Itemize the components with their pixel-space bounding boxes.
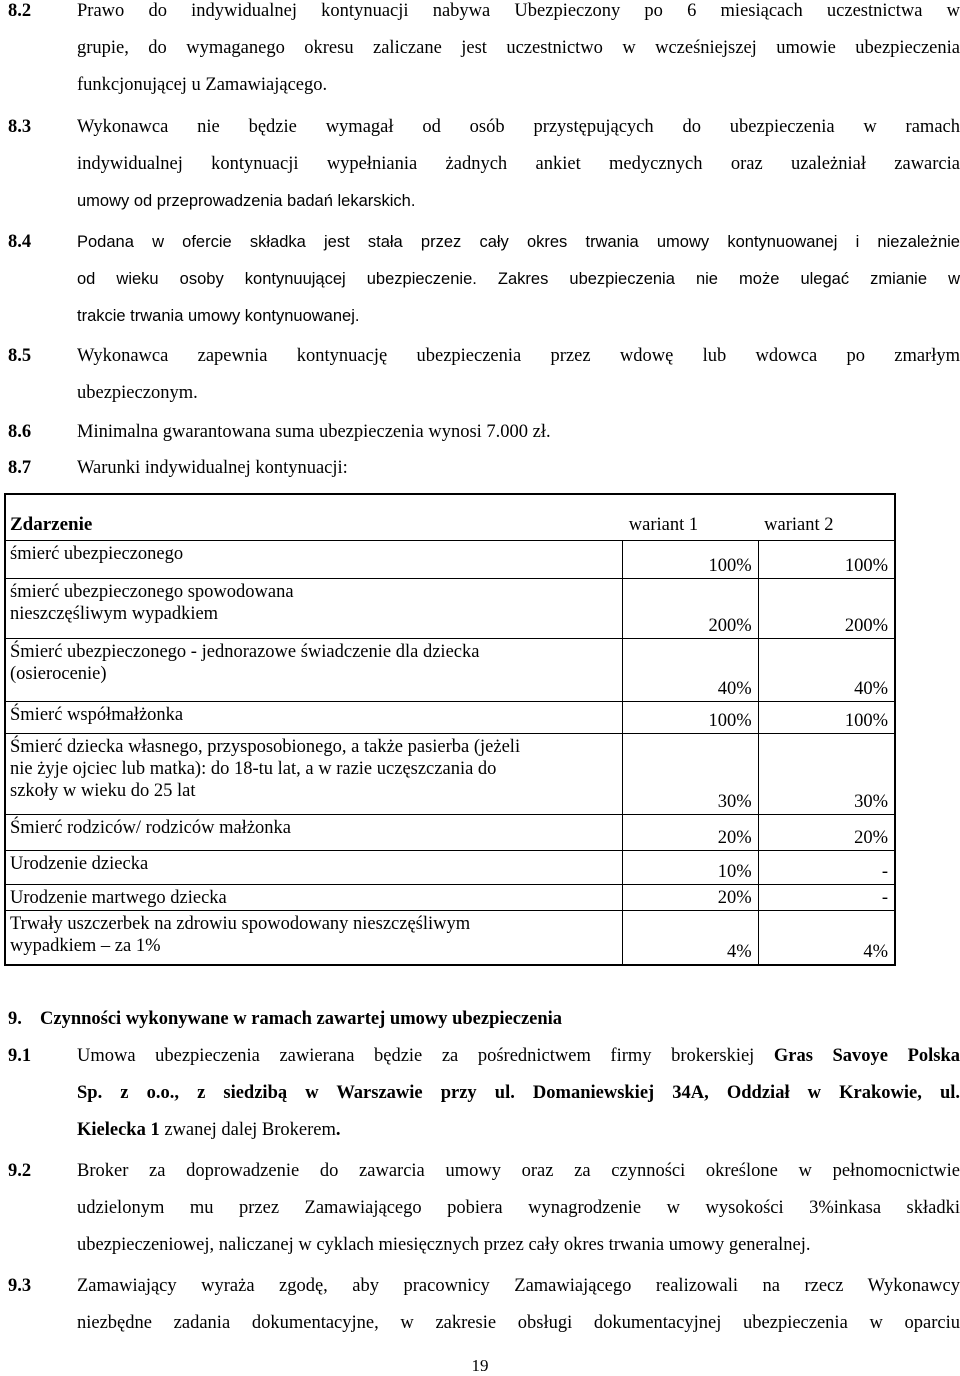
table-cell-variant1: 20% xyxy=(623,814,758,850)
paragraph-line: Prawo do indywidualnej kontynuacji nabywa Ubezpieczony po 6 miesiącach uczestnictwa w xyxy=(77,1,960,21)
table-row xyxy=(5,639,895,702)
table-header-variant2: wariant 2 xyxy=(758,494,895,540)
section-number-9-3: 9.3 xyxy=(8,1276,32,1296)
paragraph-line: trakcie trwania umowy kontynuowanej. xyxy=(77,307,360,325)
paragraph-8-6 xyxy=(77,421,960,458)
table-cell-variant2: 200% xyxy=(758,578,895,638)
section-number-8-4: 8.4 xyxy=(8,232,32,252)
paragraph-line: funkcjonującej u Zamawiającego. xyxy=(77,75,328,95)
table-cell-variant1: 4% xyxy=(623,911,758,965)
table-cell-event: Śmierć ubezpieczonego - jednorazowe świadczenie dla dziecka (osierocenie) xyxy=(5,639,623,702)
table-cell-variant2: 4% xyxy=(758,911,895,965)
table-cell-event: Śmierć rodziców/ rodziców małżonka xyxy=(5,814,623,850)
table-header-variant1: wariant 1 xyxy=(623,494,758,540)
table-cell-variant2: 20% xyxy=(758,814,895,850)
table-cell-variant2: 100% xyxy=(758,702,895,734)
table-cell-variant1: 10% xyxy=(623,850,758,884)
paragraph-line: indywidualnej kontynuacji wypełniania żadnych ankiet medycznych oraz uzależniał zawarcia xyxy=(77,154,960,174)
paragraph-8-3 xyxy=(77,116,960,227)
table-row xyxy=(5,702,895,734)
table-cell-event: Śmierć dziecka własnego, przysposobionego, a także pasierba (jeżeli nie żyje ojciec lub matka): do 18-tu lat, a w razie uczęszczania do szkoły w wieku do 25 lat xyxy=(5,734,623,814)
section-number-8-3: 8.3 xyxy=(8,117,32,137)
section-number-8-6: 8.6 xyxy=(8,422,32,442)
table-row xyxy=(5,850,895,884)
table-cell-variant1: 200% xyxy=(623,578,758,638)
paragraph-9-3 xyxy=(77,1275,960,1349)
table-cell-variant1: 100% xyxy=(623,540,758,578)
section-number-9-2: 9.2 xyxy=(8,1161,32,1181)
continuation-conditions-table xyxy=(4,493,896,966)
table-cell-variant2: 100% xyxy=(758,540,895,578)
table-row xyxy=(5,814,895,850)
paragraph-line: od wieku osoby kontynuującej ubezpieczenie. Zakres ubezpieczenia nie może ulegać zmianie w xyxy=(77,270,960,288)
table-row xyxy=(5,885,895,911)
paragraph-line: Minimalna gwarantowana suma ubezpieczenia wynosi 7.000 zł. xyxy=(77,422,551,442)
table-cell-event: Urodzenie dziecka xyxy=(5,850,623,884)
table-cell-variant1: 20% xyxy=(623,885,758,911)
paragraph-line: Kielecka 1 zwanej dalej Brokerem. xyxy=(77,1120,341,1140)
table-cell-variant1: 100% xyxy=(623,702,758,734)
section-9-heading: Czynności wykonywane w ramach zawartej umowy ubezpieczenia xyxy=(40,1009,563,1029)
table-cell-variant1: 30% xyxy=(623,734,758,814)
section-number-8-2: 8.2 xyxy=(8,1,32,21)
paragraph-line: umowy od przeprowadzenia badań lekarskich. xyxy=(77,192,416,210)
paragraph-8-4 xyxy=(77,231,960,342)
table-row xyxy=(5,911,895,965)
table-header-row xyxy=(5,494,895,540)
paragraph-line: ubezpieczonym. xyxy=(77,383,198,403)
table-cell-variant2: - xyxy=(758,885,895,911)
paragraph-8-5 xyxy=(77,345,960,419)
paragraph-line: grupie, do wymaganego okresu zaliczane jest uczestnictwo w wcześniejszej umowie ubezpieczenia xyxy=(77,38,960,58)
paragraph-8-2 xyxy=(77,0,960,111)
paragraph-9-2 xyxy=(77,1160,960,1271)
table-cell-event: Urodzenie martwego dziecka xyxy=(5,885,623,911)
paragraph-line: ubezpieczeniowej, naliczanej w cyklach miesięcznych przez cały okres trwania umowy generalnej. xyxy=(77,1235,811,1255)
paragraph-8-7 xyxy=(77,457,960,494)
table-header-event: Zdarzenie xyxy=(5,494,623,540)
paragraph-line: Sp. z o.o., z siedzibą w Warszawie przy ul. Domaniewskiej 34A, Oddział w Krakowie, ul. xyxy=(77,1083,960,1103)
paragraph-line: udzielonym mu przez Zamawiającego pobiera wynagrodzenie w wysokości 3%inkasa składki xyxy=(77,1198,960,1218)
table-cell-variant2: 30% xyxy=(758,734,895,814)
paragraph-9-1 xyxy=(77,1045,960,1156)
table-cell-variant2: 40% xyxy=(758,639,895,702)
table-cell-event: śmierć ubezpieczonego spowodowana nieszczęśliwym wypadkiem xyxy=(5,578,623,638)
paragraph-line: Wykonawca nie będzie wymagał od osób przystępujących do ubezpieczenia w ramach xyxy=(77,117,960,137)
section-number-9: 9. xyxy=(8,1009,22,1029)
section-number-8-7: 8.7 xyxy=(8,458,32,478)
section-number-9-1: 9.1 xyxy=(8,1046,32,1066)
paragraph-line: Zamawiający wyraża zgodę, aby pracownicy Zamawiającego realizowali na rzecz Wykonawcy xyxy=(77,1276,960,1296)
section-number-8-5: 8.5 xyxy=(8,346,32,366)
table-cell-variant1: 40% xyxy=(623,639,758,702)
table-row xyxy=(5,578,895,638)
paragraph-line: Wykonawca zapewnia kontynuację ubezpieczenia przez wdowę lub wdowca po zmarłym xyxy=(77,346,960,366)
paragraph-line: Broker za doprowadzenie do zawarcia umowy oraz za czynności określone w pełnomocnictwie xyxy=(77,1161,960,1181)
table-cell-variant2: - xyxy=(758,850,895,884)
table-cell-event: Śmierć współmałżonka xyxy=(5,702,623,734)
paragraph-line: Warunki indywidualnej kontynuacji: xyxy=(77,458,348,478)
table-row xyxy=(5,540,895,578)
page-number: 19 xyxy=(471,1356,489,1375)
table-cell-event: Trwały uszczerbek na zdrowiu spowodowany nieszczęśliwym wypadkiem – za 1% xyxy=(5,911,623,965)
table-cell-event: śmierć ubezpieczonego xyxy=(5,540,623,578)
paragraph-line: niezbędne zadania dokumentacyjne, w zakresie obsługi dokumentacyjnej ubezpieczenia w oparciu xyxy=(77,1313,960,1333)
table-row xyxy=(5,734,895,814)
paragraph-line: Umowa ubezpieczenia zawierana będzie za pośrednictwem firmy brokerskiej Gras Savoye Polska xyxy=(77,1046,960,1066)
paragraph-line: Podana w ofercie składka jest stała przez cały okres trwania umowy kontynuowanej i niezależnie xyxy=(77,233,960,251)
